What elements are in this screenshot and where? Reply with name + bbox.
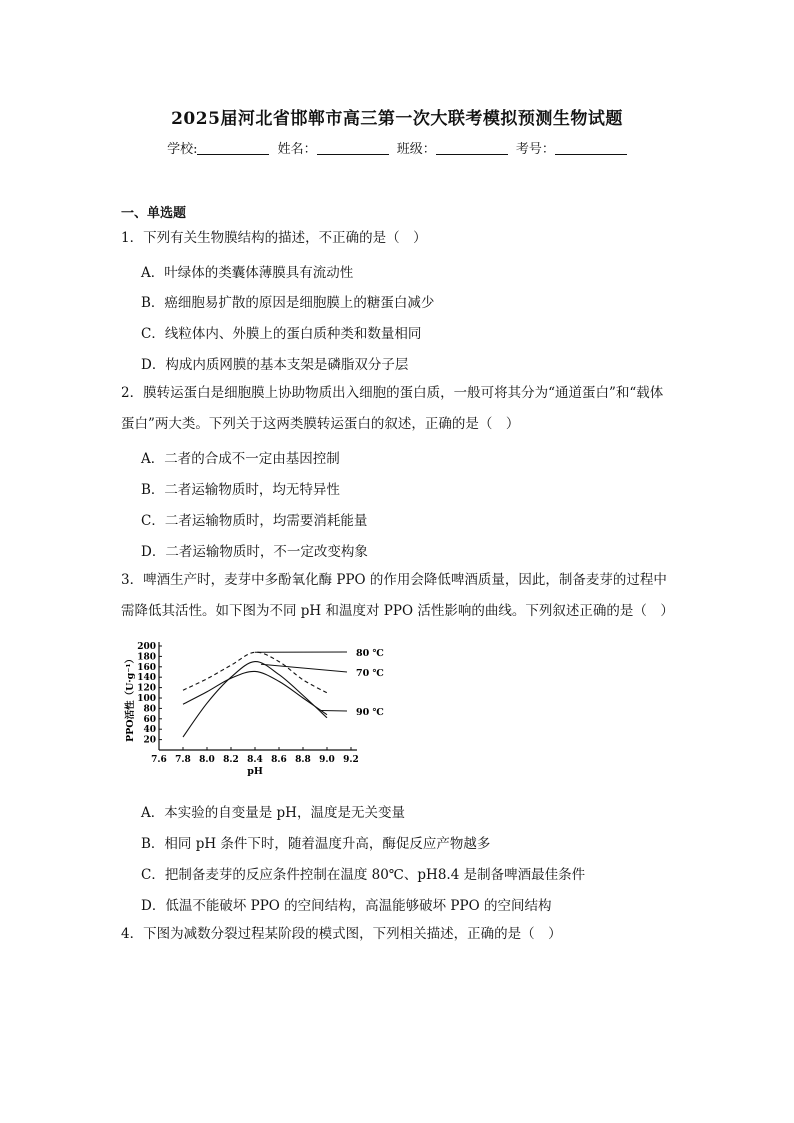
question-4-stem: 4．下图为减数分裂过程某阶段的模式图，下列相关描述，正确的是（ ） <box>121 926 562 942</box>
question-1-option-d: D．构成内质网膜的基本支架是磷脂双分子层 <box>141 357 409 373</box>
y-tick-label: 20 <box>143 735 156 746</box>
x-tick-label: 7.8 <box>175 755 191 765</box>
question-3-stem-line-1: 3．啤酒生产时，麦芽中多酚氧化酶 PPO 的作用会降低啤酒质量，因此，制备麦芽的过程中 <box>121 572 667 588</box>
exam-number-blank <box>555 141 627 155</box>
series-line-2 <box>183 671 327 714</box>
question-3-option-d: D．低温不能破坏 PPO 的空间结构，高温能够破坏 PPO 的空间结构 <box>141 898 552 914</box>
question-2-option-a: A．二者的合成不一定由基因控制 <box>141 451 340 467</box>
student-info-line <box>0 138 794 157</box>
ppo-activity-chart <box>121 636 384 786</box>
question-3-option-c: C．把制备麦芽的反应条件控制在温度 80℃、pH8.4 是制备啤酒最佳条件 <box>141 867 586 883</box>
x-tick-label: 8.4 <box>247 755 263 765</box>
question-3-option-b: B．相同 pH 条件下时，随着温度升高，酶促反应产物越多 <box>141 836 491 852</box>
y-tick-label: 180 <box>137 652 156 663</box>
series-label-1: 70 ℃ <box>356 668 384 679</box>
x-tick-label: 7.6 <box>151 755 167 765</box>
y-tick-label: 120 <box>137 683 156 694</box>
y-tick-label: 60 <box>143 714 156 725</box>
question-1-option-c: C．线粒体内、外膜上的蛋白质种类和数量相同 <box>141 326 422 342</box>
question-2-stem-line-1: 2．膜转运蛋白是细胞膜上协助物质出入细胞的蛋白质，一般可将其分为“通道蛋白”和“载体 <box>121 385 664 401</box>
question-2-stem-line-2: 蛋白”两大类。下列关于这两类膜转运蛋白的叙述，正确的是（ ） <box>121 416 520 432</box>
series-label-2: 90 ℃ <box>356 707 384 718</box>
series-line-0 <box>183 652 327 693</box>
class-blank <box>436 141 508 155</box>
question-2-option-b: B．二者运输物质时，均无特异性 <box>141 482 340 498</box>
y-tick-label: 100 <box>137 694 156 704</box>
exam-number-label: 考号： <box>515 142 555 157</box>
question-2-option-d: D．二者运输物质时，不一定改变构象 <box>141 544 368 560</box>
series-label-0: 80 ℃ <box>356 648 384 659</box>
page-title: 2025届河北省邯郸市高三第一次大联考模拟预测生物试题 <box>171 109 623 129</box>
section-title: 一、单选题 <box>121 206 187 221</box>
y-tick-label: 80 <box>143 704 156 715</box>
x-tick-label: 9.2 <box>343 755 359 765</box>
school-label: 学校: <box>167 142 198 157</box>
x-tick-label: 8.0 <box>199 755 215 765</box>
y-tick-label: 40 <box>143 725 156 736</box>
question-3-option-a: A．本实验的自变量是 pH，温度是无关变量 <box>141 805 405 821</box>
class-label: 班级： <box>396 142 436 157</box>
question-1-option-a: A．叶绿体的类囊体薄膜具有流动性 <box>141 265 354 281</box>
y-tick-label: 200 <box>137 642 156 652</box>
chart-series <box>183 652 347 737</box>
question-1-option-b: B．癌细胞易扩散的原因是细胞膜上的糖蛋白减少 <box>141 295 435 311</box>
x-tick-label: 8.6 <box>271 755 287 765</box>
question-1-stem: 1．下列有关生物膜结构的描述，不正确的是（ ） <box>121 230 427 246</box>
y-tick-label: 140 <box>137 673 156 684</box>
question-3-stem-line-2: 需降低其活性。如下图为不同 pH 和温度对 PPO 活性影响的曲线。下列叙述正确的是（ ） <box>121 603 674 619</box>
x-tick-label: 9.0 <box>319 755 335 765</box>
name-blank <box>317 141 389 155</box>
y-axis-label: PPO活性（U·g⁻¹） <box>125 654 136 742</box>
y-tick-label: 160 <box>137 662 156 673</box>
question-2-option-c: C．二者运输物质时，均需要消耗能量 <box>141 513 368 529</box>
x-axis-label: pH <box>247 766 263 777</box>
school-blank <box>197 141 269 155</box>
x-tick-label: 8.2 <box>223 755 239 765</box>
x-tick-label: 8.8 <box>295 755 311 765</box>
name-label: 姓名： <box>277 142 317 157</box>
chart-axes <box>159 642 357 750</box>
series-leader-2 <box>321 710 347 711</box>
